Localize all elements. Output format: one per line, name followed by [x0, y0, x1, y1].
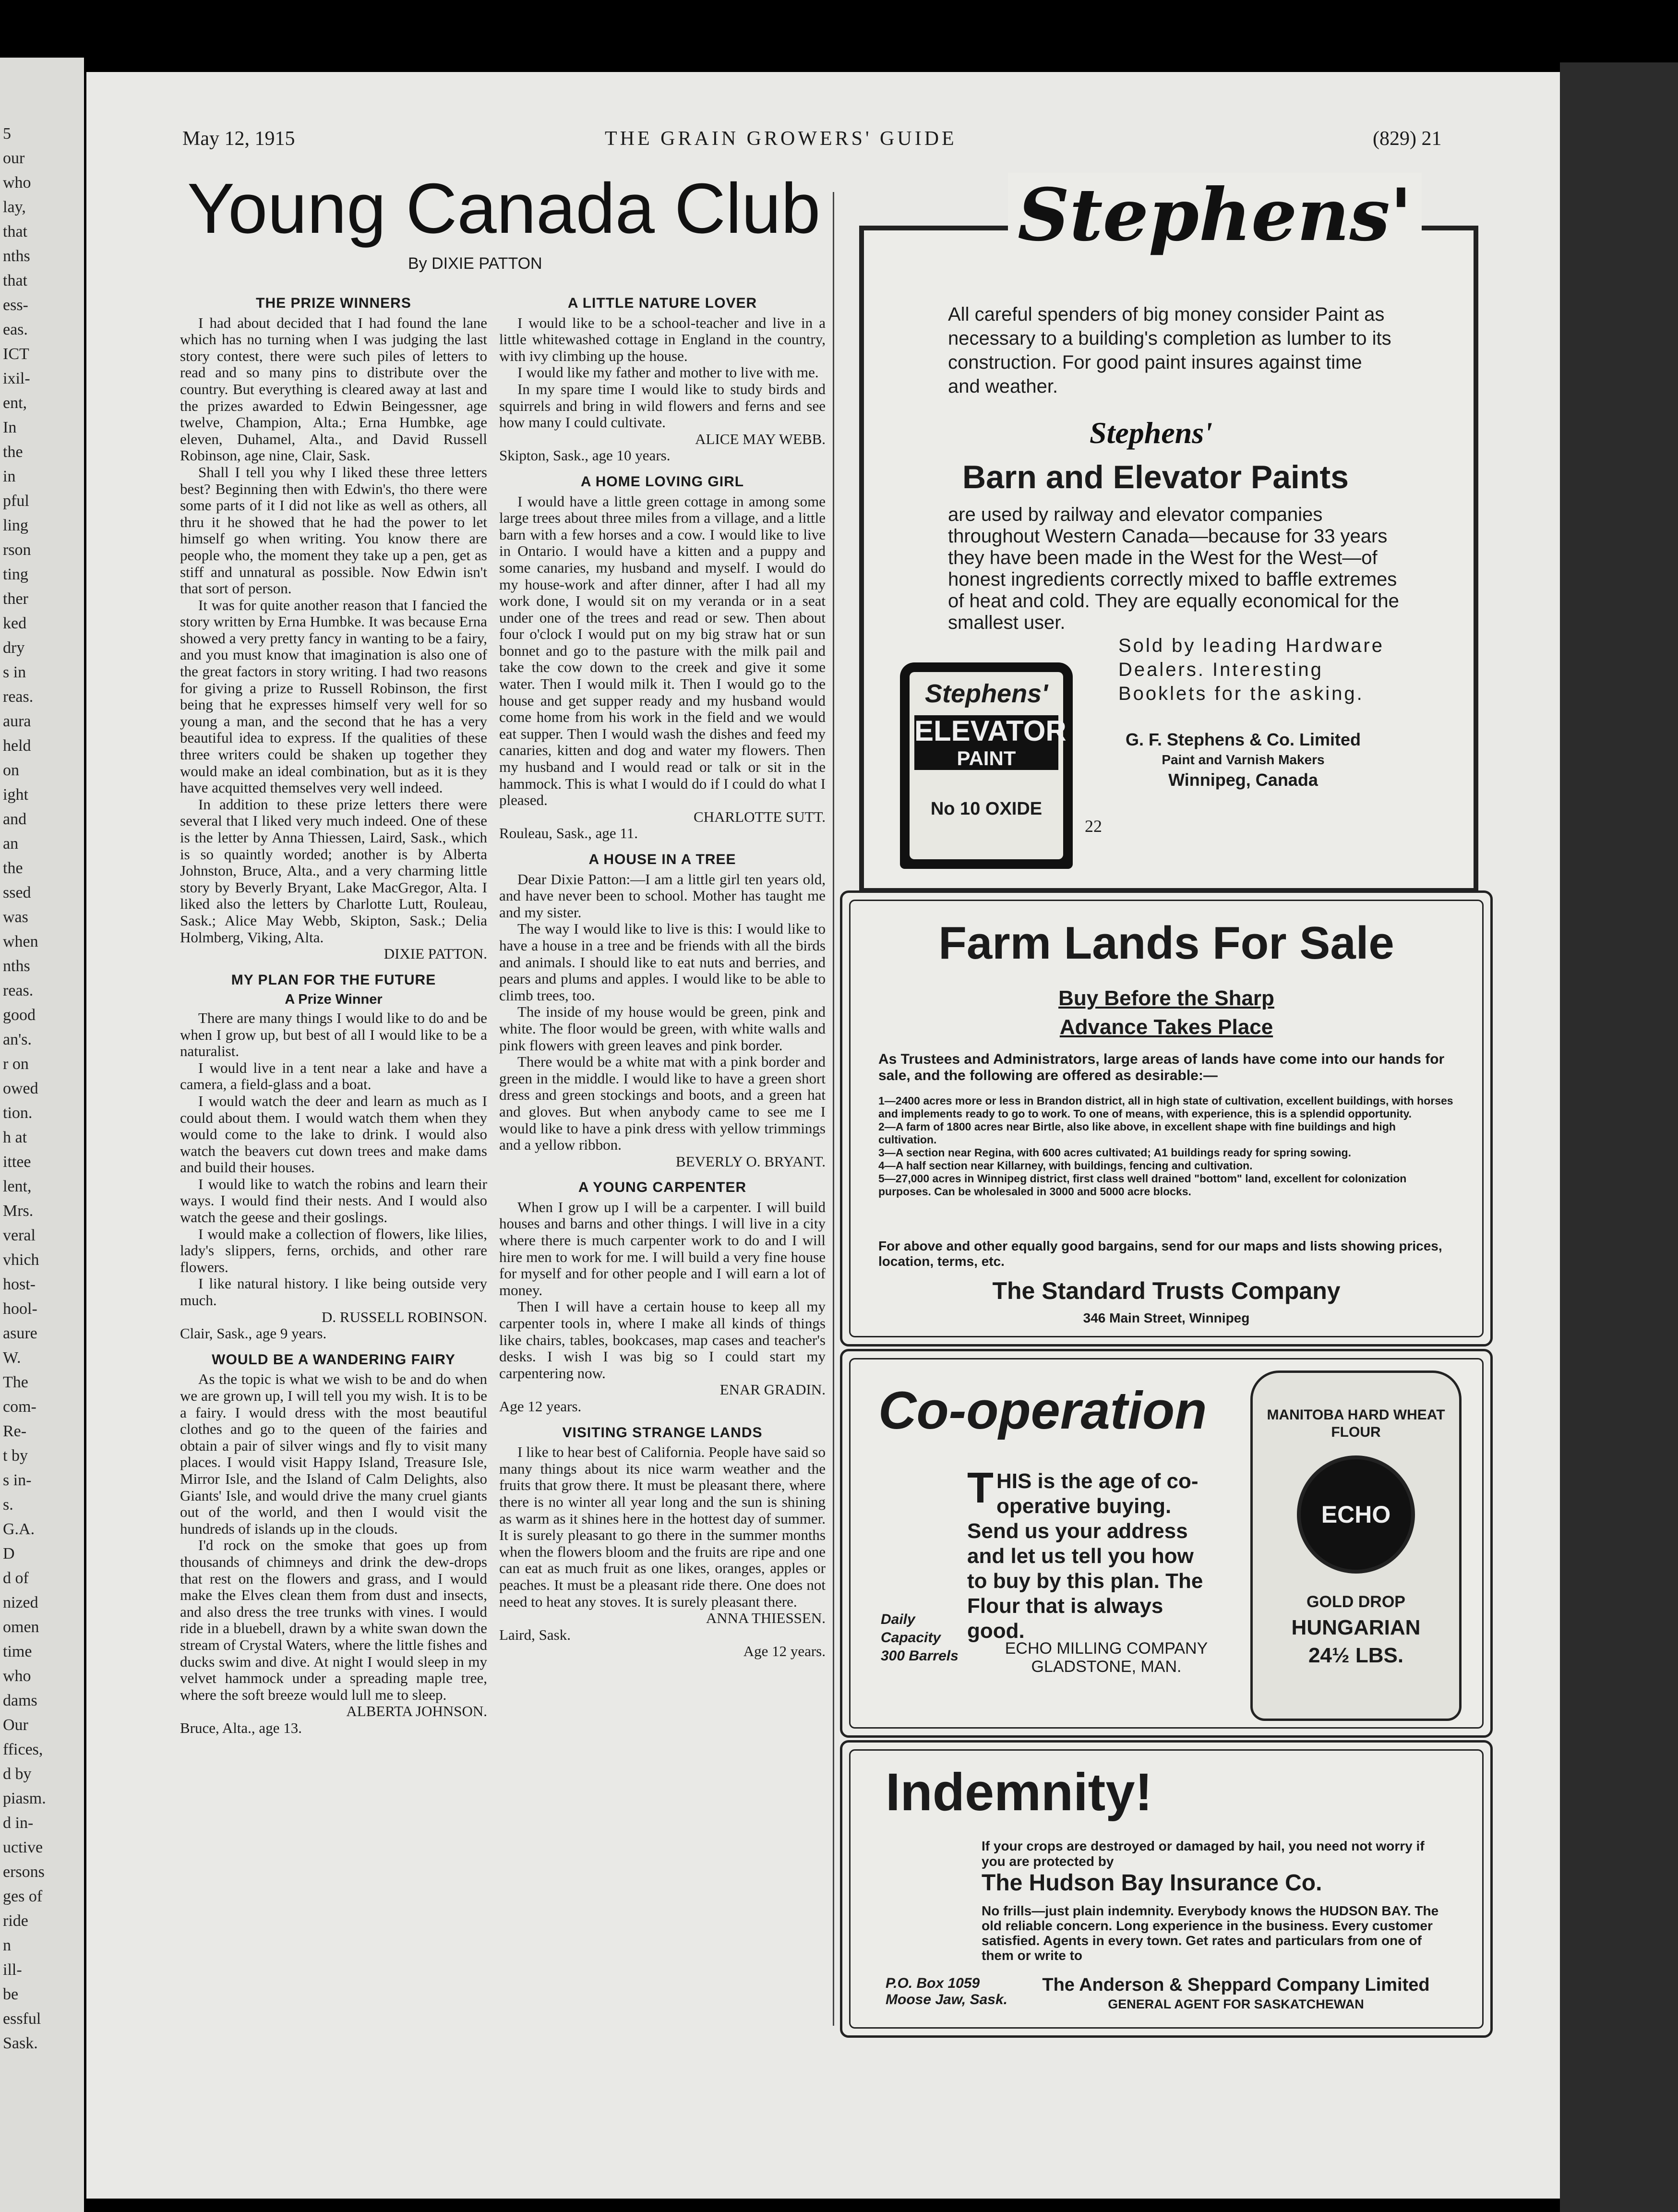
indemnity-intro: If your crops are destroyed or damaged by hail, you need not worry if you are protected by — [982, 1839, 1425, 1869]
story-signature: ALICE MAY WEBB. — [695, 430, 826, 447]
sack-top-text: MANITOBA HARD WHEAT FLOUR — [1267, 1407, 1445, 1440]
strip-fragment: aura — [3, 712, 31, 730]
list-item: 2—A farm of 1800 acres near Birtle, also like above, in excellent shape with fine buildings and high cultivation. — [878, 1120, 1396, 1146]
strip-fragment: com- — [3, 1398, 36, 1416]
story-signature: D. RUSSELL ROBINSON. — [321, 1308, 487, 1325]
strip-fragment: ling — [3, 517, 28, 534]
strip-fragment: our — [3, 149, 25, 167]
strip-fragment: on — [3, 761, 19, 779]
story-subheading: A Prize Winner — [285, 992, 383, 1008]
stephens-paint-ad — [859, 173, 1478, 893]
stephens-company — [1099, 730, 1387, 790]
story-place: Skipton, Sask., age 10 years. — [499, 447, 671, 464]
strip-fragment: The — [3, 1373, 28, 1391]
stephens-company-city: Winnipeg, Canada — [1168, 770, 1318, 790]
capacity-line: 300 Barrels — [881, 1648, 959, 1664]
strip-fragment: ittee — [3, 1153, 31, 1171]
story-signature: BEVERLY O. BRYANT. — [675, 1153, 826, 1170]
strip-fragment: the — [3, 859, 23, 877]
story-place: Age 12 years. — [499, 1398, 582, 1415]
strip-fragment: ride — [3, 1912, 28, 1930]
page-number: (829) 21 — [1373, 128, 1442, 150]
strip-fragment: piasm. — [3, 1790, 46, 1807]
story-signature: DIXIE PATTON. — [384, 945, 487, 962]
indemnity-title: Indemnity! — [886, 1763, 1153, 1822]
strip-fragment: lay, — [3, 198, 26, 216]
strip-fragment: dry — [3, 639, 25, 657]
strip-fragment: essful — [3, 2010, 41, 2028]
strip-fragment: when — [3, 933, 38, 950]
capacity-line: Capacity — [881, 1630, 941, 1646]
story-paragraph: As the topic is what we wish to be and do when we are grown up, I will tell you my wish. It is to be a fairy. I would dress with the most beautiful clothes and go to the queen of the fairies and obtain a pair of silver wings and fly to visit many places. I would visit Happy Island, Treasure Isle, Mirror Isle, and the Island of Calm Delights, also Giants' Isle, and would drive the many cruel giants out of the world, and then I would visit the hundreds of islands up in the clouds. — [180, 1370, 487, 1537]
story-paragraph: There are many things I would like to do and be when I grow up, but best of all I would like to be a naturalist. — [180, 1009, 487, 1060]
stephens-company-sub: Paint and Varnish Makers — [1162, 752, 1325, 767]
column-one — [180, 286, 487, 1736]
strip-fragment: d in- — [3, 1814, 34, 1832]
strip-fragment: ersons — [3, 1863, 45, 1881]
list-item: 5—27,000 acres in Winnipeg district, first class well drained "bottom" land, excellent for colonization purposes. Can be wholesaled in 3000 and 5000 acre blocks. — [878, 1172, 1407, 1198]
po-box — [886, 1975, 1007, 2008]
strip-fragment: that — [3, 223, 27, 240]
strip-fragment: Sask. — [3, 2034, 38, 2052]
story-age: Age 12 years. — [743, 1643, 826, 1660]
strip-fragment: held — [3, 737, 31, 755]
indemnity-body: No frills—just plain indemnity. Everybody knows the HUDSON BAY. The old reliable concern. Long experience in the business. Every customer satisfied. Agents in every town. Get rates and particulars from one of them or write to — [982, 1903, 1439, 1963]
story-paragraph: I had about decided that I had found the lane which has no turning when I was judging the last story contest, there were such piles of letters to read and so many pins to distribute over the country. But everything is cleared away at last and the prizes awarded to Edwin Beingessner, age twelve, Champion, Alta.; Erna Humbke, age eleven, Duhamel, Alta., and David Russell Robinson, age nine, Clair, Sask. — [180, 314, 487, 464]
general-agent-name: The Anderson & Sheppard Company Limited — [1042, 1975, 1430, 1995]
stephens-small-logo: Stephens' — [1090, 416, 1213, 450]
story-paragraph: I'd rock on the smoke that goes up from thousands of chimneys and drink the dew-drops that rest on the flowers and grass, and I would make the Elves clean them from dust and insects, and also dress the tree trunks with vines. I would ride in a bluebell, drawn by a white swan down the stream of Crystal Waters, where the little fishes and ducks swim and dive. At night I would sleep in my velvet hammock under a spreading maple tree, where the soft breeze would lull me to sleep. — [180, 1537, 487, 1703]
mill-capacity — [881, 1611, 959, 1665]
strip-fragment: an's. — [3, 1031, 32, 1048]
strip-fragment: the — [3, 443, 23, 461]
stephens-intro: All careful spenders of big money consider Paint as necessary to a building's completion as lumber to its construction. For good paint insures against time and weather. — [948, 304, 1391, 397]
strip-fragment: in — [3, 468, 16, 485]
story-heading: A HOME LOVING GIRL — [580, 473, 744, 490]
strip-fragment: that — [3, 272, 27, 289]
strip-fragment: veral — [3, 1226, 36, 1244]
list-item: 1—2400 acres more or less in Brandon district, all in high state of cultivation, excellent buildings, with horses and implements ready to go to work. To one of means, with experience, this is a splendid opportunity. — [878, 1094, 1453, 1120]
story-signature: ALBERTA JOHNSON. — [346, 1703, 487, 1720]
strip-fragment: pful — [3, 492, 29, 510]
farm-lands-intro: As Trustees and Administrators, large areas of lands have come into our hands for sale, and the following are offered as desirable:— — [878, 1051, 1445, 1083]
strip-fragment: rson — [3, 541, 31, 559]
can-code: No 10 OXIDE — [930, 799, 1043, 819]
story-paragraph: I would watch the deer and learn as much as I could about them. I would watch them when they would come to the lake to drink. I would also watch the beavers cut down trees and make dams and build their houses. — [180, 1092, 487, 1176]
stephens-company-name: G. F. Stephens & Co. Limited — [1125, 730, 1361, 749]
can-line-elevator: ELEVATOR — [914, 715, 1067, 747]
strip-fragment: ill- — [3, 1961, 22, 1979]
strip-fragment: time — [3, 1643, 32, 1660]
column-two — [499, 286, 826, 1660]
issue-date: May 12, 1915 — [182, 128, 295, 150]
indemnity-ad — [840, 1740, 1493, 2038]
byline: By DIXIE PATTON — [408, 254, 542, 273]
previous-page-strip — [0, 58, 84, 2212]
story-heading: A LITTLE NATURE LOVER — [567, 295, 757, 311]
stephens-headline: Barn and Elevator Paints — [962, 459, 1349, 495]
stephens-body: are used by railway and elevator companies throughout Western Canada—because for 33 years they have been made in the West for the West—of honest ingredients correctly mixed to baffle extremes of heat and cold. They are equally economical for the smallest user. — [948, 504, 1399, 633]
story-signature: ENAR GRADIN. — [719, 1381, 826, 1398]
story-heading: MY PLAN FOR THE FUTURE — [231, 972, 436, 988]
milling-company-city: GLADSTONE, MAN. — [1031, 1658, 1182, 1676]
story-paragraph: I would live in a tent near a lake and have a camera, a field-glass and a boat. — [180, 1059, 487, 1093]
can-brand: Stephens' — [925, 679, 1048, 708]
strip-fragment: eas. — [3, 321, 28, 338]
strip-fragment: In — [3, 419, 17, 436]
strip-fragment: asure — [3, 1324, 37, 1342]
strip-fragment: be — [3, 1985, 19, 2003]
strip-fragment: n — [3, 1936, 11, 1954]
strip-fragment: G.A. — [3, 1520, 35, 1538]
strip-fragment: r on — [3, 1055, 29, 1073]
binding-edge — [1560, 62, 1678, 2212]
strip-fragment: Mrs. — [3, 1202, 34, 1220]
po-box-city: Moose Jaw, Sask. — [886, 1992, 1008, 2008]
strip-fragment: tion. — [3, 1104, 33, 1122]
story-paragraph: I would have a little green cottage in among some large trees about three miles from a village, and a little barn with a few horses and a cow. I would like to live in Ontario. I would have a kitten and a puppy and some canaries, my husband and myself. I would do my house-work and after dinner, after I had all my work done, I would sit on my veranda or in a seat under one of the trees and read or sew. Then about four o'clock I would put on my big straw hat or sun bonnet and go to the pasture with the milk pail and take the cow down to the creek and give it some water. Then I would milk it. Then I would go to the house and get supper ready and my husband would come home from his work in the field and we would eat supper. Then I would wash the dishes and feed my canaries, kitten and dog and water my flowers. Then my husband and I would read or talk or sit in the hammock. This is what I would do if I could do what I pleased. — [499, 493, 826, 809]
paint-can-label — [910, 672, 1067, 859]
strip-fragment: W. — [3, 1349, 21, 1367]
story-heading: A YOUNG CARPENTER — [578, 1179, 747, 1196]
strip-fragment: reas. — [3, 688, 34, 706]
story-signature: ANNA THIESSEN. — [706, 1610, 826, 1627]
strip-fragment: and — [3, 810, 27, 828]
story-paragraph: I would make a collection of flowers, like lilies, lady's slippers, ferns, orchids, and other rare flowers. — [180, 1225, 487, 1275]
general-agent-sub: GENERAL AGENT FOR SASKATCHEWAN — [1108, 1997, 1364, 2011]
strip-fragment: ixil- — [3, 370, 30, 387]
story-heading: WOULD BE A WANDERING FAIRY — [212, 1351, 455, 1368]
ad-number: 22 — [1085, 817, 1102, 836]
strip-fragment: D — [3, 1545, 15, 1563]
capacity-line: Daily — [881, 1611, 915, 1627]
farm-lands-list — [878, 1094, 1454, 1198]
co-operation-title: Co-operation — [878, 1381, 1207, 1440]
strip-fragment: s in- — [3, 1471, 32, 1489]
farm-lands-subtitle-line-2: Advance Takes Place — [1059, 1015, 1273, 1039]
farm-lands-ad — [840, 890, 1493, 1346]
story-paragraph: I like natural history. I like being outside very much. — [180, 1275, 487, 1309]
strip-fragment: d by — [3, 1765, 32, 1783]
stephens-sold-by: Sold by leading Hardware Dealers. Interesting Booklets for the asking. — [1118, 635, 1385, 704]
sack-name: HUNGARIAN — [1291, 1616, 1421, 1639]
strip-fragment: t by — [3, 1447, 28, 1465]
sack-brand: GOLD DROP — [1306, 1593, 1405, 1611]
story-place: Laird, Sask. — [499, 1626, 571, 1643]
sack-seal: ECHO — [1297, 1455, 1415, 1574]
story-paragraph: It was for quite another reason that I fancied the story written by Erna Humbke. It was because Erna showed a very pretty fancy in wanting to be a fairy, and you must know that imagination is also one of the great factors in story writing. I had two reasons for giving a prize to Russell Robinson, the first being that he expresses himself very well for so young a man, and the second that he has a very beautiful idea to express. If the qualities of these three writers could be shaken up together they would make an ideal combination, but as it is they have acquitted themselves very well indeed. — [180, 596, 487, 796]
strip-fragment: who — [3, 1667, 31, 1685]
story-paragraph: The way I would like to live is this: I would like to have a house in a tree and be friends with all the birds and animals. I should like to eat nuts and berries, and pears and plums and apples. I would like to be able to climb trees, too. — [499, 920, 826, 1004]
story-heading: VISITING STRANGE LANDS — [562, 1424, 763, 1441]
strip-fragment: was — [3, 908, 28, 926]
sack-weight: 24½ LBS. — [1308, 1644, 1404, 1667]
list-item: 3—A section near Regina, with 600 acres cultivated; A1 buildings ready for spring sowing. — [878, 1146, 1351, 1159]
story-place: Clair, Sask., age 9 years. — [180, 1325, 327, 1342]
milling-company-name: ECHO MILLING COMPANY — [1005, 1639, 1208, 1658]
stephens-logo: Stephens' — [1008, 173, 1422, 257]
farm-lands-company: The Standard Trusts Company — [992, 1277, 1341, 1304]
co-operation-ad — [840, 1349, 1493, 1738]
story-paragraph: Then I will have a certain house to keep all my carpenter tools in, where I make all kinds of things like chairs, tables, bookcases, map cases and teacher's desks. I wish I was big so I could start my carpentering now. — [499, 1298, 826, 1382]
story-paragraph: When I grow up I will be a carpenter. I will build houses and barns and other things. I will live in a city where there is much carpenter work to do and I will hire men to work for me. I will build a very fine house for myself and for other people and I will earn a lot of money. — [499, 1198, 826, 1298]
strip-fragment: vhich — [3, 1251, 39, 1269]
strip-fragment: s in — [3, 663, 26, 681]
club-title: Young Canada Club — [187, 169, 821, 248]
farm-lands-title: Farm Lands For Sale — [938, 917, 1394, 969]
strip-fragment: an — [3, 835, 19, 853]
story-paragraph: I would like to be a school-teacher and live in a little whitewashed cottage in England in the country, with ivy climbing up the house. — [499, 314, 826, 364]
strip-fragment: ent, — [3, 394, 27, 412]
paint-can-illustration — [900, 662, 1073, 869]
strip-fragment: lent, — [3, 1178, 32, 1195]
strip-fragment: host- — [3, 1275, 36, 1293]
strip-fragment: ther — [3, 590, 28, 608]
story-paragraph: I would like my father and mother to live with me. — [517, 364, 819, 381]
story-heading: THE PRIZE WINNERS — [256, 295, 411, 311]
strip-fragment: ffices, — [3, 1741, 43, 1758]
co-operation-text: HIS is the age of co-operative buying. Send us your address and let us tell you how to buy by this plan. The Flour that is always good. — [967, 1469, 1203, 1643]
strip-fragment: good — [3, 1006, 36, 1024]
strip-fragment: uctive — [3, 1839, 43, 1856]
farm-lands-subtitle-line-1: Buy Before the Sharp — [1058, 986, 1274, 1010]
flour-sack-illustration — [1250, 1370, 1462, 1721]
story-heading: A HOUSE IN A TREE — [588, 852, 736, 867]
po-box-number: P.O. Box 1059 — [886, 1975, 980, 1991]
strip-fragment: hool- — [3, 1300, 37, 1318]
strip-fragment: Re- — [3, 1422, 27, 1440]
page-header — [96, 127, 1469, 156]
strip-fragment: dams — [3, 1692, 37, 1709]
story-place: Bruce, Alta., age 13. — [180, 1719, 302, 1736]
story-place: Rouleau, Sask., age 11. — [499, 825, 638, 842]
list-item: 4—A half section near Killarney, with buildings, fencing and cultivation. — [878, 1159, 1253, 1172]
strip-fragment: ICT — [3, 345, 29, 363]
strip-fragment: h at — [3, 1129, 27, 1146]
strip-fragment: ked — [3, 614, 27, 632]
strip-fragment: who — [3, 174, 31, 192]
strip-fragment: ges of — [3, 1887, 43, 1905]
co-operation-body — [967, 1464, 1217, 1644]
strip-fragment: nths — [3, 957, 30, 975]
strip-fragment: 5 — [3, 125, 11, 143]
strip-fragment: s. — [3, 1496, 13, 1514]
strip-fragment: ting — [3, 565, 28, 583]
general-agent — [1020, 1975, 1452, 2014]
story-paragraph: In addition to these prize letters there were several that I liked very much indeed. One of these is the letter by Anna Thiessen, Laird, Sask., which is so quaintly worded; another is by Alberta Johnston, Bruce, Alta., and a very charming little story by Beverly Bryant, Lake MacGregor, Alta. I liked also the letters by Charlotte Lutt, Rouleau, Sask.; Alice May Webb, Skipton, Sask.; Delia Holmberg, Viking, Alta. — [180, 795, 487, 946]
strip-fragment: reas. — [3, 982, 34, 999]
strip-fragment: Our — [3, 1716, 28, 1734]
strip-fragment: owed — [3, 1080, 38, 1097]
strip-fragment: omen — [3, 1618, 39, 1636]
strip-fragment: nized — [3, 1594, 38, 1611]
story-paragraph: The inside of my house would be green, pink and white. The floor would be green, with white walls and pink flowers with green leaves and pink border. — [499, 1003, 826, 1054]
strip-fragment: ess- — [3, 296, 28, 314]
story-paragraph: In my spare time I would like to study birds and squirrels and bring in wild flowers and ferns and see how many I could cultivate. — [499, 380, 826, 431]
drop-cap: T — [967, 1464, 994, 1512]
story-paragraph: Dear Dixie Patton:—I am a little girl ten years old, and have never been to school. Mother has taught me and my sister. — [499, 870, 826, 921]
strip-fragment: nths — [3, 247, 30, 265]
farm-lands-address: 346 Main Street, Winnipeg — [1083, 1310, 1250, 1325]
strip-fragment: ight — [3, 786, 28, 804]
strip-fragment: d of — [3, 1569, 29, 1587]
story-paragraph: I like to hear best of California. People have said so many things about its nice warm weather and the fruits that grow there. It must be pleasant there, where there is no winter all year long and the sun is shining as warm as it shines here in the hottest day of summer. It is surely pleasant to go there in the summer months when the flowers bloom and the fruits are ripe and one can eat as much fruit as one likes, oranges, apples or peaches. It must be a pleasant ride there. One does not need to heat any stoves. It is surely pleasant there. — [499, 1443, 826, 1610]
insurance-company: The Hudson Bay Insurance Co. — [982, 1870, 1322, 1896]
publication-title: THE GRAIN GROWERS' GUIDE — [605, 128, 957, 150]
can-line-paint: PAINT — [914, 747, 1058, 770]
story-signature: CHARLOTTE SUTT. — [694, 808, 826, 825]
story-paragraph: I would like to watch the robins and learn their ways. I would find their nests. And I would also watch the geese and their goslings. — [180, 1175, 487, 1226]
strip-fragment: ssed — [3, 884, 31, 902]
story-paragraph: Shall I tell you why I liked these three letters best? Beginning then with Edwin's, tho there were some parts of it I did not like as well as others, all thru it he showed that he had the power to let himself go when writing. You know there are people who, the moment they take up a pen, get as stiff and unnatural as possible. Now Edwin isn't that sort of person. — [180, 463, 487, 597]
column-rule — [833, 192, 834, 2026]
milling-company — [986, 1639, 1226, 1676]
farm-lands-outro: For above and other equally good bargains, send for our maps and lists showing prices, location, terms, etc. — [878, 1238, 1442, 1269]
story-paragraph: There would be a white mat with a pink border and green in the middle. I would like to have a green short dress and green stockings and boots, and a green hat and gloves. But when anybody came to see me I would like to have a pink dress with yellow trimmings and a yellow ribbon. — [499, 1053, 826, 1154]
farm-lands-subtitle — [842, 984, 1490, 1042]
